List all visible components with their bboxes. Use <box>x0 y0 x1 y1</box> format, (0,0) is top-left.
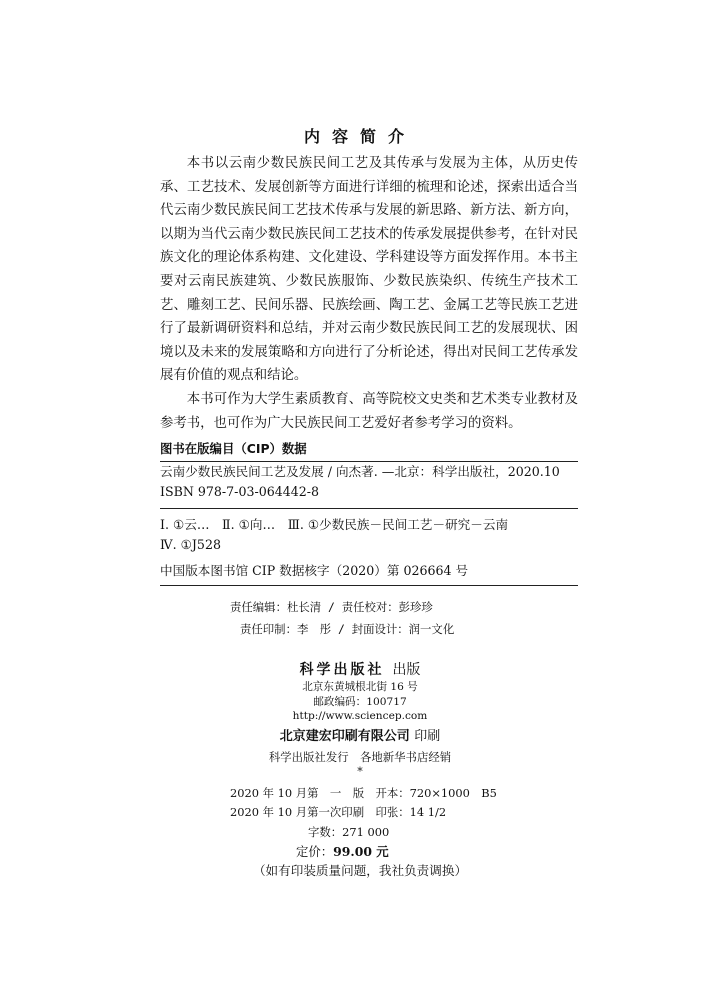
cip-classification-1: Ⅰ. ①云… Ⅱ. ①向… Ⅲ. ①少数民族－民间工艺－研究－云南 <box>160 517 509 532</box>
cip-title-line: 云南少数民族民间工艺及发展 / 向杰著. —北京：科学出版社，2020.10 <box>160 464 560 479</box>
publisher-logo-text: 科学出版社 <box>299 662 385 678</box>
separator-star: * <box>357 764 363 778</box>
editors-line-2: 责任印制：李 彤 / 封面设计：润一文化 <box>240 622 455 636</box>
printer-suffix: 印刷 <box>414 728 441 744</box>
price-value: 99.00 元 <box>333 844 389 860</box>
editors-line-1: 责任编辑：杜长清 / 责任校对：彭珍珍 <box>230 600 433 614</box>
cip-isbn: ISBN 978-7-03-064442-8 <box>160 484 320 499</box>
cip-classification-2: Ⅳ. ①J528 <box>160 537 221 552</box>
edition-block <box>230 784 550 862</box>
price-line <box>230 842 550 861</box>
cip-heading: 图书在版编目（CIP）数据 <box>160 439 578 462</box>
publisher-name-line <box>0 660 720 680</box>
publisher-postcode: 邮政编码：100717 <box>313 695 407 708</box>
publisher-address: 北京东黄城根北街 16 号 <box>302 681 418 693</box>
word-count: 字数：271 000 <box>308 824 390 839</box>
edition-line-1: 2020 年 10 月第 一 版 开本：720×1000 B5 <box>230 786 497 800</box>
editors-block <box>230 596 570 640</box>
quality-notice: （如有印装质量问题，我社负责调换） <box>252 863 468 878</box>
price-label: 定价： <box>296 844 334 860</box>
edition-line-2: 2020 年 10 月第一次印刷 印张：14 1/2 <box>230 805 447 820</box>
printer-line <box>0 726 720 748</box>
intro-body <box>160 152 578 435</box>
distribution-line: 科学出版社发行 各地新华书店经销 <box>268 749 452 764</box>
publisher-url: http://www.sciencep.com <box>292 710 428 723</box>
intro-paragraph-1: 本书以云南少数民族民间工艺及其传承与发展为主体，从历史传承、工艺技术、发展创新等方面进行详细的梳理和论述，探索出适合当代云南少数民族民间工艺技术传承与发展的新思路、新方法、新方向，以期为当代云南少数民族民间工艺技术的传承发展提供参考，在针对民族文化的理论体系构建、文化建设、学科建设等方面发挥作用。本书主要对云南民族建筑、少数民族服饰、少数民族染织、传统生产技术工艺、雕刻工艺、民间乐器、民族绘画、陶工艺、金属工艺等民族工艺进行了最新调研资料和总结，并对云南少数民族民间工艺的发展现状、困境以及未来的发展策略和方向进行了分析论述，得出对民间工艺传承发展有价值的观点和结论。 <box>160 156 578 384</box>
publisher-suffix: 出版 <box>392 662 421 678</box>
cip-block <box>160 439 578 586</box>
printer-name: 北京建宏印刷有限公司 <box>279 728 410 744</box>
publisher-block <box>0 660 720 778</box>
intro-title: 内容简介 <box>303 127 416 146</box>
cip-divider <box>160 502 578 509</box>
intro-paragraph-2: 本书可作为大学生素质教育、高等院校文史类和艺术类专业教材及参考书，也可作为广大民族民间工艺爱好者参考学习的资料。 <box>160 391 578 431</box>
cip-check-number: 中国版本图书馆 CIP 数据核字（2020）第 026664 号 <box>160 561 578 586</box>
